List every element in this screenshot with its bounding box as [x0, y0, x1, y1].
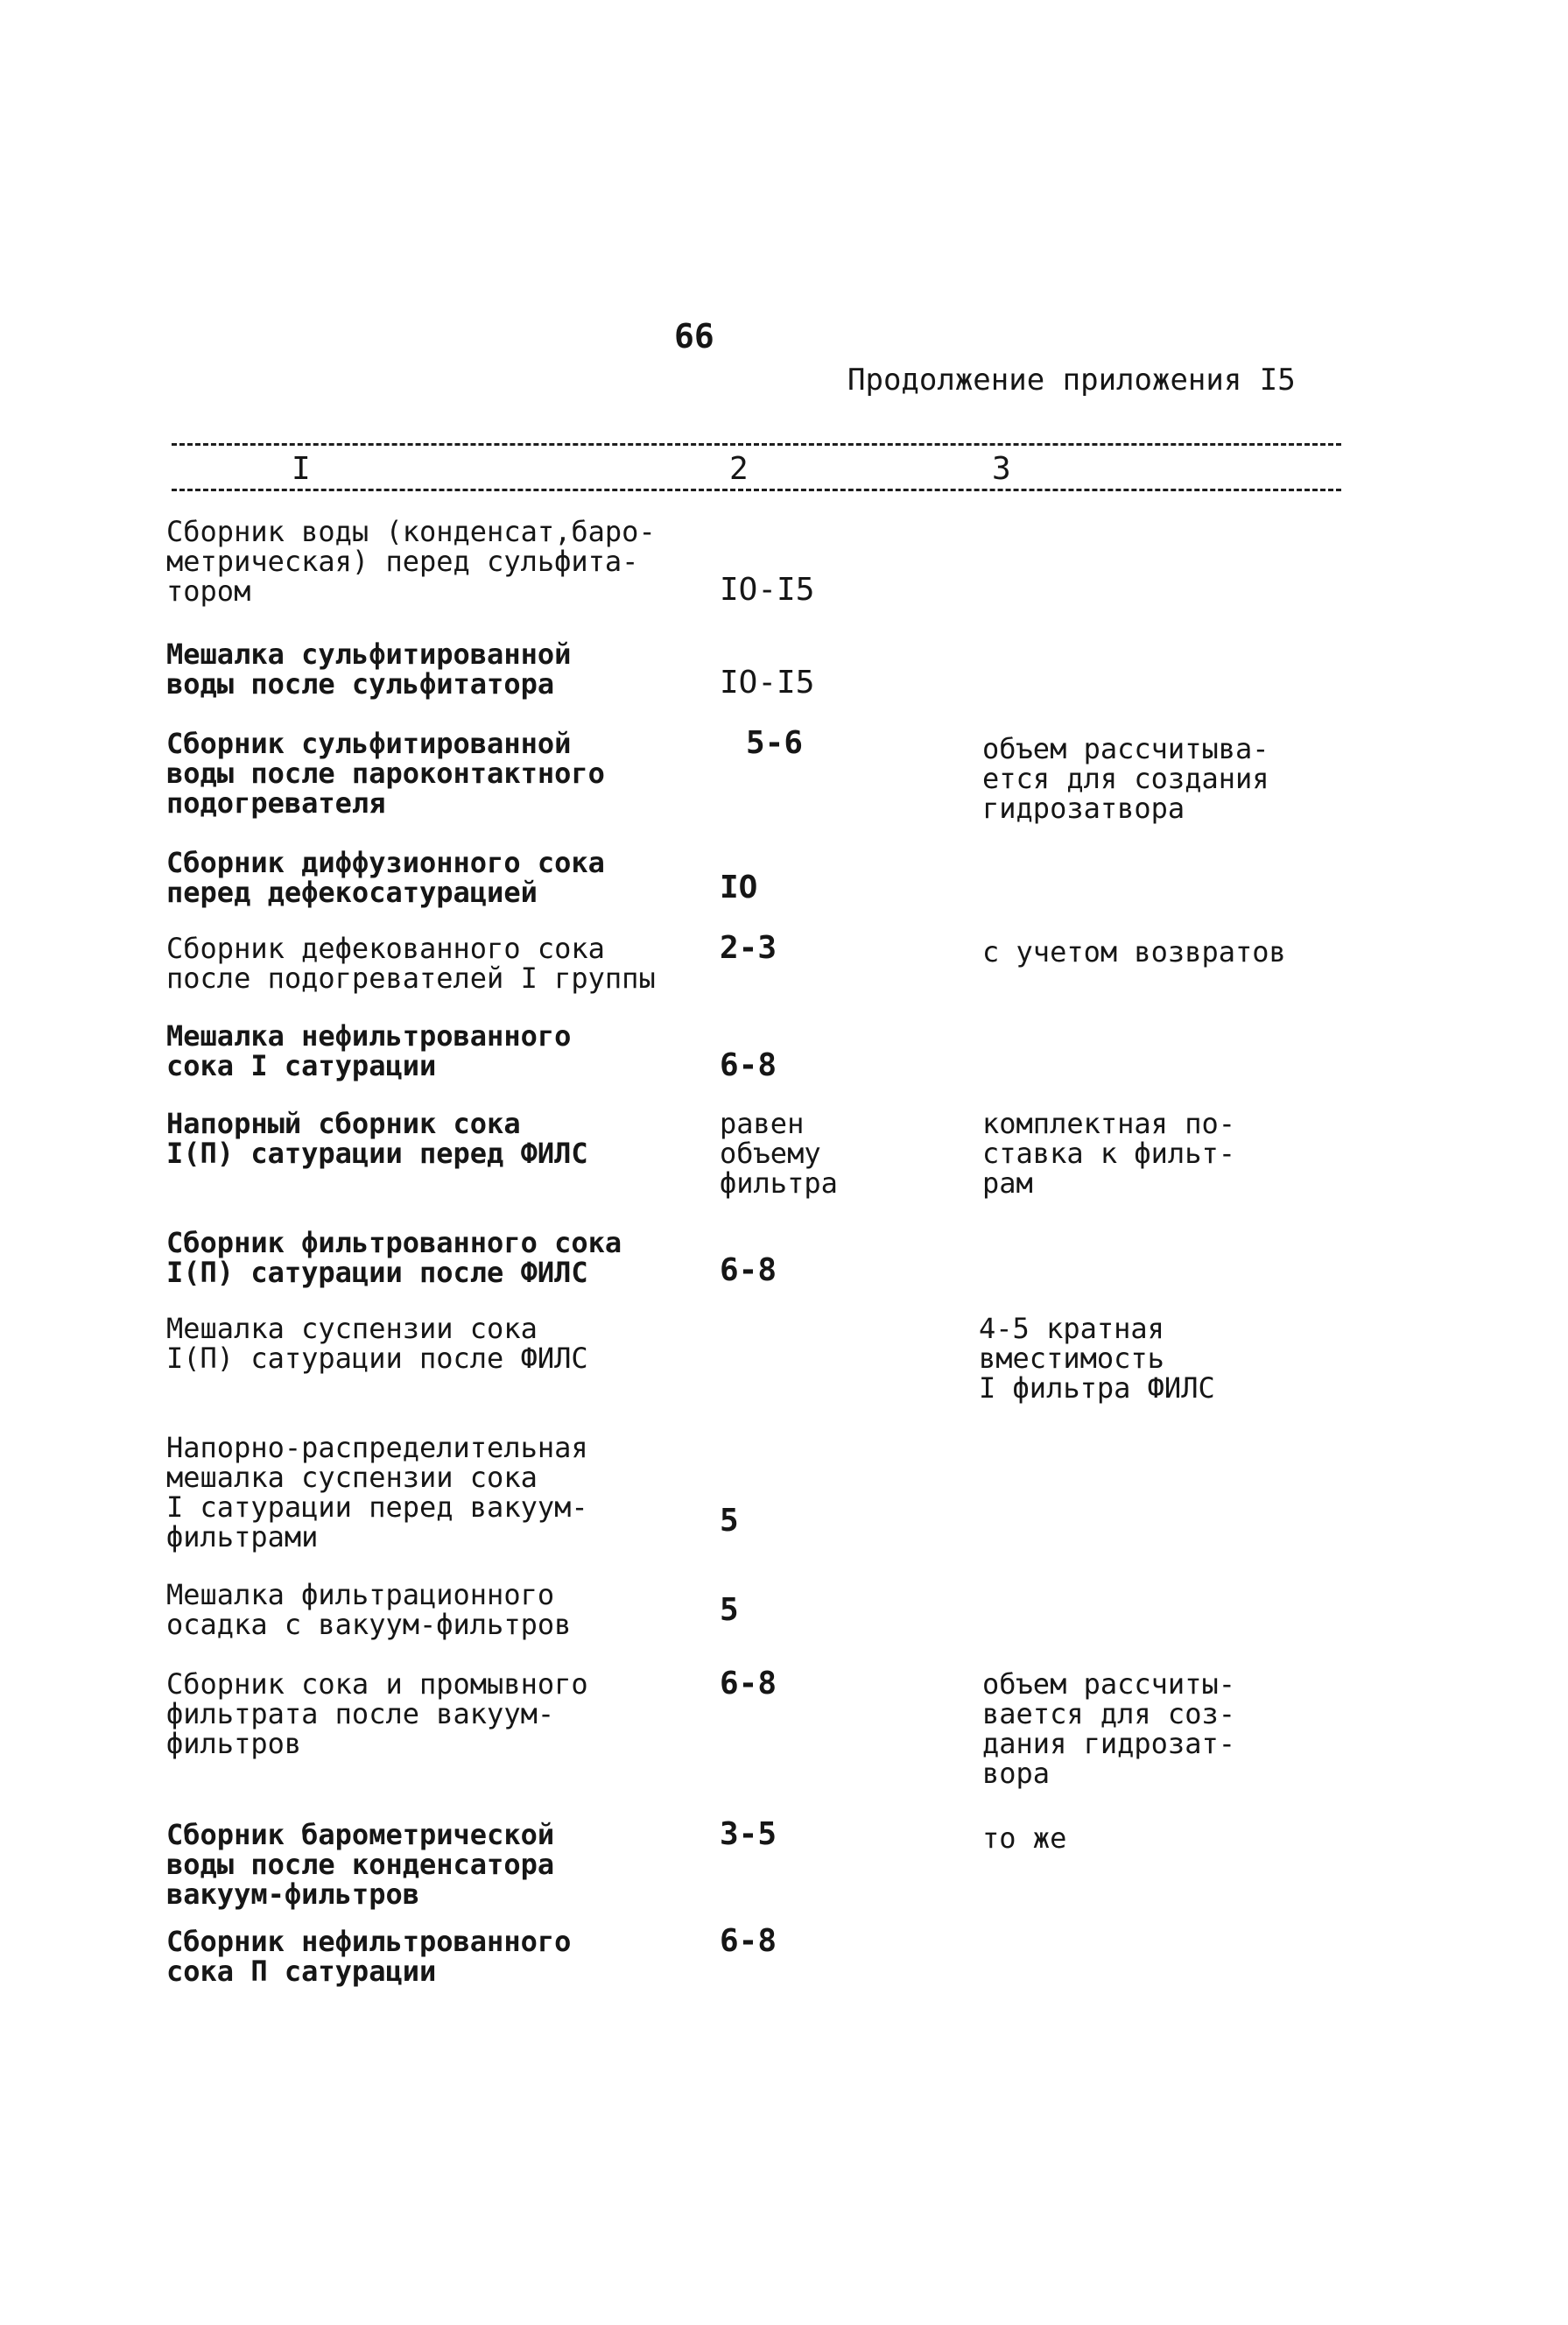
- row-capacity-value: равен объему фильтра: [720, 1107, 838, 1200]
- column-header-2: 2: [729, 451, 749, 487]
- row-equipment-name: Напорно-распределительная мешалка суспензии сока I сатурации перед вакуум- фильтрами: [166, 1431, 588, 1554]
- row-note: объем рассчиты- вается для соз- дания гидрозат- вора: [982, 1667, 1235, 1790]
- row-equipment-name: Сборник диффузионного сока перед дефекосатурацией: [166, 846, 605, 909]
- row-equipment-name: Мешалка нефильтрованного сока I сатурации: [166, 1019, 572, 1082]
- column-header-1: I: [292, 451, 311, 487]
- row-capacity-value: IO: [720, 870, 758, 905]
- page-number: 66: [674, 317, 714, 356]
- row-note: с учетом возвратов: [982, 935, 1286, 969]
- row-capacity-value: IO-I5: [720, 665, 815, 701]
- row-capacity-value: IO-I5: [720, 572, 815, 608]
- column-header-3: 3: [992, 451, 1011, 487]
- row-equipment-name: Мешалка сульфитированной воды после сульфитатора: [166, 638, 572, 701]
- row-capacity-value: 2-3: [720, 930, 777, 966]
- row-equipment-name: Сборник сульфитированной воды после пароконтактного подогревателя: [166, 727, 605, 820]
- row-equipment-name: Сборник фильтрованного сока I(П) сатурации после ФИЛС: [166, 1226, 622, 1289]
- row-capacity-value: 6-8: [720, 1047, 777, 1083]
- row-equipment-name: Сборник сока и промывного фильтрата после вакуум- фильтров: [166, 1667, 588, 1760]
- row-capacity-value: 5: [720, 1503, 739, 1539]
- row-capacity-value: 6-8: [720, 1666, 777, 1701]
- row-note: комплектная по- ставка к фильт- рам: [982, 1107, 1235, 1200]
- row-capacity-value: 6-8: [720, 1923, 777, 1959]
- continuation-title: Продолжение приложения I5: [847, 363, 1296, 398]
- row-equipment-name: Сборник воды (конденсат,баро- метрическая) перед сульфита- тором: [166, 515, 656, 608]
- header-rule-top: [172, 443, 1341, 446]
- row-capacity-value: 5: [720, 1592, 739, 1628]
- row-equipment-name: Сборник дефекованного сока после подогревателей I группы: [166, 932, 656, 995]
- row-capacity-value: 3-5: [720, 1816, 777, 1852]
- row-note: то же: [982, 1821, 1067, 1855]
- header-rule-bottom: [172, 489, 1341, 491]
- row-capacity-value: 5-6: [746, 725, 804, 761]
- row-note: объем рассчитыва- ется для создания гидрозатвора: [982, 732, 1269, 825]
- row-equipment-name: Напорный сборник сока I(П) сатурации перед ФИЛС: [166, 1107, 588, 1170]
- row-note: 4-5 кратная вместимость I фильтра ФИЛС: [979, 1312, 1215, 1405]
- row-equipment-name: Мешалка суспензии сока I(П) сатурации после ФИЛС: [166, 1312, 588, 1375]
- row-equipment-name: Сборник нефильтрованного сока П сатурации: [166, 1925, 572, 1988]
- row-equipment-name: Сборник барометрической воды после конденсатора вакуум-фильтров: [166, 1818, 555, 1911]
- row-equipment-name: Мешалка фильтрационного осадка с вакуум-фильтров: [166, 1578, 572, 1641]
- row-capacity-value: 6-8: [720, 1252, 777, 1288]
